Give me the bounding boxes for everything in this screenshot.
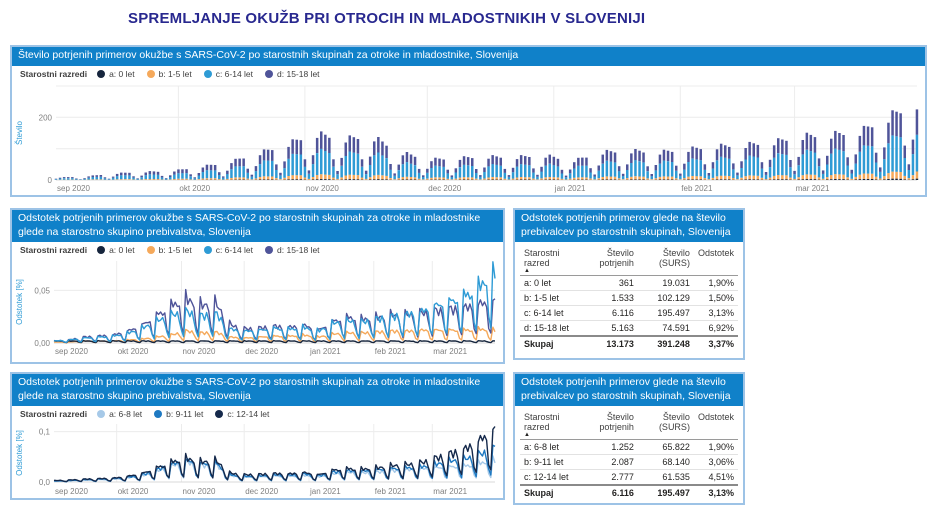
table-cell: 1,50% (694, 291, 738, 306)
table-cell: 61.535 (638, 470, 694, 486)
table-cell: 4,51% (694, 470, 738, 486)
table-cell: 6,92% (694, 321, 738, 337)
legend-item[interactable]: a: 0 let (97, 245, 135, 255)
table-cell: b: 1-5 let (520, 291, 579, 306)
legend-title: Starostni razredi (20, 68, 88, 79)
svg-text:0,05: 0,05 (34, 286, 50, 296)
legend-item[interactable]: a: 6-8 let (97, 409, 142, 419)
legend-items (97, 409, 269, 419)
panel-title: Odstotek potrjenih primerov glede na število prebivalcev po starostnih skupinah, Slovenija (515, 374, 743, 406)
table-cell: 102.129 (638, 291, 694, 306)
table-cell: 195.497 (638, 485, 694, 500)
sort-ascending-icon: ▲ (524, 268, 530, 275)
svg-text:sep 2020: sep 2020 (57, 183, 90, 193)
svg-text:mar 2021: mar 2021 (433, 487, 468, 497)
panel-percent-table-1 (513, 208, 745, 360)
stats-table (520, 246, 738, 351)
svg-text:dec 2020: dec 2020 (245, 347, 279, 357)
svg-text:nov 2020: nov 2020 (305, 183, 339, 193)
legend-dot-icon (204, 246, 212, 254)
table-cell: 13.173 (579, 336, 638, 351)
table-cell: 361 (579, 276, 638, 291)
panel-title: Odstotek potrjenih primerov glede na število prebivalcev po starostnih skupinah, Slovenija (515, 210, 743, 242)
svg-text:okt 2020: okt 2020 (117, 347, 149, 357)
table-cell: d: 15-18 let (520, 321, 579, 337)
table-cell: 195.497 (638, 306, 694, 321)
table-cell: 3,13% (694, 485, 738, 500)
column-header[interactable]: Starostni razred ▲ (520, 410, 579, 440)
table-cell: 1.252 (579, 440, 638, 455)
legend-dot-icon (147, 246, 155, 254)
panel-title: Odstotek potrjenih primerov okužbe s SARS-CoV-2 po starostnih skupinah za otroke in mladostnike glede na starostno skupino prebivalstva, Slovenija (12, 210, 503, 242)
legend-dot-icon (97, 70, 105, 78)
legend (12, 406, 503, 420)
panel-percent-school-age-line (10, 372, 505, 500)
table-cell: 6.116 (579, 306, 638, 321)
legend-item[interactable]: d: 15-18 let (265, 245, 320, 255)
legend-items (97, 245, 319, 255)
column-header[interactable]: Število potrjenih (579, 410, 638, 440)
svg-text:jan 2021: jan 2021 (554, 183, 586, 193)
table-cell: 6.116 (579, 485, 638, 500)
panel-title: Odstotek potrjenih primerov okužbe s SARS-CoV-2 po starostnih skupinah za otroke in mladostnike glede na starostno skupino prebivalstva, Slovenija (12, 374, 503, 406)
table-cell: Skupaj (520, 485, 579, 500)
panel-percent-age-groups-line (10, 208, 505, 364)
legend (12, 66, 925, 80)
svg-text:Odstotek [%]: Odstotek [%] (15, 430, 24, 477)
table-cell: 2.777 (579, 470, 638, 486)
table-cell: 3,13% (694, 306, 738, 321)
table-cell: b: 9-11 let (520, 455, 579, 470)
svg-text:0,0: 0,0 (38, 478, 50, 488)
svg-text:nov 2020: nov 2020 (182, 347, 216, 357)
svg-text:mar 2021: mar 2021 (795, 183, 830, 193)
table-cell: 1.533 (579, 291, 638, 306)
svg-text:sep 2020: sep 2020 (55, 347, 88, 357)
svg-text:Odstotek [%]: Odstotek [%] (15, 279, 24, 326)
legend-dot-icon (97, 246, 105, 254)
table-cell: Skupaj (520, 336, 579, 351)
legend-title: Starostni razredi (20, 245, 88, 256)
svg-text:okt 2020: okt 2020 (179, 183, 211, 193)
svg-text:sep 2020: sep 2020 (55, 487, 88, 497)
legend-item[interactable]: b: 1-5 let (147, 245, 192, 255)
table-row (520, 440, 738, 455)
table-header-row (520, 246, 738, 276)
table-cell: 391.248 (638, 336, 694, 351)
svg-text:jan 2021: jan 2021 (310, 487, 341, 497)
table-cell: 74.591 (638, 321, 694, 337)
table-cell: 2.087 (579, 455, 638, 470)
legend-item[interactable]: c: 6-14 let (204, 69, 253, 79)
panel-confirmed-cases-bar (10, 45, 927, 197)
svg-text:dec 2020: dec 2020 (428, 183, 462, 193)
column-header[interactable]: Odstotek (694, 410, 738, 440)
table-cell: 1,90% (694, 276, 738, 291)
table-cell: 1,90% (694, 440, 738, 455)
bar-chart-canvas (12, 80, 925, 198)
table-cell: 3,06% (694, 455, 738, 470)
panel-title: Število potrjenih primerov okužbe s SARS-CoV-2 po starostnih skupinah za otroke in mladostnike, Slovenija (12, 47, 925, 66)
svg-text:okt 2020: okt 2020 (117, 487, 149, 497)
svg-text:feb 2021: feb 2021 (681, 183, 713, 193)
legend-dot-icon (204, 70, 212, 78)
svg-text:jan 2021: jan 2021 (310, 347, 341, 357)
svg-text:nov 2020: nov 2020 (182, 487, 216, 497)
table-cell: c: 6-14 let (520, 306, 579, 321)
sort-ascending-icon: ▲ (524, 432, 530, 439)
table-cell: 3,37% (694, 336, 738, 351)
svg-text:200: 200 (38, 112, 52, 122)
total-row (520, 336, 738, 351)
svg-text:Število: Število (15, 120, 24, 145)
line-chart-canvas (12, 256, 501, 361)
legend-dot-icon (265, 246, 273, 254)
table-header-row (520, 410, 738, 440)
legend-item[interactable]: c: 12-14 let (215, 409, 269, 419)
legend-dot-icon (154, 410, 162, 418)
column-header[interactable]: Odstotek (694, 246, 738, 276)
table-cell: 68.140 (638, 455, 694, 470)
table-row (520, 306, 738, 321)
svg-text:0: 0 (47, 175, 52, 185)
column-header[interactable]: Starostni razred ▲ (520, 246, 579, 276)
legend-dot-icon (97, 410, 105, 418)
column-header[interactable]: Število potrjenih (579, 246, 638, 276)
svg-text:feb 2021: feb 2021 (374, 487, 406, 497)
svg-text:feb 2021: feb 2021 (374, 347, 406, 357)
table-cell: a: 0 let (520, 276, 579, 291)
legend-item[interactable]: b: 1-5 let (147, 69, 192, 79)
table-row (520, 291, 738, 306)
svg-text:0,00: 0,00 (34, 339, 50, 349)
legend-dot-icon (265, 70, 273, 78)
table-row (520, 455, 738, 470)
page-title: SPREMLJANJE OKUŽB PRI OTROCIH IN MLADOSTNIKIH V SLOVENIJI (128, 10, 646, 27)
legend-dot-icon (147, 70, 155, 78)
line-chart-canvas (12, 420, 501, 500)
legend-items (97, 69, 319, 79)
table-cell: a: 6-8 let (520, 440, 579, 455)
table-row (520, 276, 738, 291)
total-row (520, 485, 738, 500)
table-row (520, 321, 738, 337)
table-cell: 65.822 (638, 440, 694, 455)
legend-item[interactable]: a: 0 let (97, 69, 135, 79)
legend-item[interactable]: d: 15-18 let (265, 69, 320, 79)
table-cell: 19.031 (638, 276, 694, 291)
stats-table (520, 410, 738, 500)
svg-text:0,1: 0,1 (38, 427, 50, 437)
legend (12, 242, 503, 256)
legend-item[interactable]: c: 6-14 let (204, 245, 253, 255)
column-header[interactable]: Število (SURS) (638, 410, 694, 440)
column-header[interactable]: Število (SURS) (638, 246, 694, 276)
table-cell: c: 12-14 let (520, 470, 579, 486)
panel-percent-table-2 (513, 372, 745, 505)
legend-dot-icon (215, 410, 223, 418)
table-row (520, 470, 738, 486)
svg-text:mar 2021: mar 2021 (433, 347, 468, 357)
legend-item[interactable]: b: 9-11 let (154, 409, 203, 419)
legend-title: Starostni razredi (20, 409, 88, 420)
table-cell: 5.163 (579, 321, 638, 337)
svg-text:dec 2020: dec 2020 (245, 487, 279, 497)
